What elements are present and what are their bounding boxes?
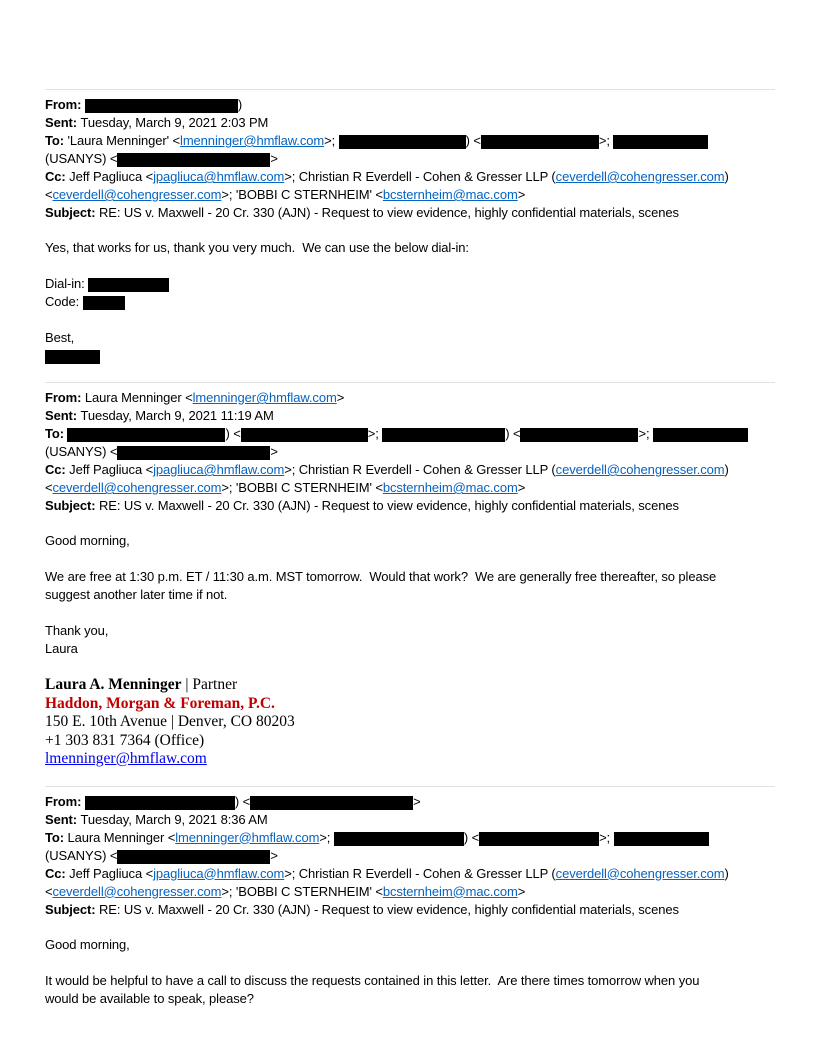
- header-line-sent: Sent: Tuesday, March 9, 2021 2:03 PM: [45, 115, 269, 130]
- body-line: We are free at 1:30 p.m. ET / 11:30 a.m. MST tomorrow. Would that work? We are generally free thereafter, so please suggest another later time if not.: [45, 569, 717, 602]
- body-line: Good morning,: [45, 533, 130, 548]
- body-line: It would be helpful to have a call to discuss the requests contained in this letter. Are there times tomorrow when you would be available to speak, please?: [45, 972, 700, 1006]
- signature-name-line: [45, 676, 775, 695]
- email-3: [45, 786, 775, 1008]
- redaction-bar: [85, 99, 238, 113]
- header-field-label: Subject:: [45, 205, 99, 220]
- header-line-from: From: ) < >: [45, 793, 421, 809]
- body-line: [45, 311, 775, 329]
- header-line-subject: Subject: RE: US v. Maxwell - 20 Cr. 330 (AJN) - Request to view evidence, highly confidential materials, scenes: [45, 901, 679, 917]
- email-separator: [45, 382, 775, 383]
- body-line: [45, 550, 775, 568]
- body-line: Laura: [45, 641, 78, 656]
- header-field-label: Sent:: [45, 408, 81, 423]
- header-field-label: Sent:: [45, 811, 81, 827]
- redaction-bar: [241, 428, 368, 442]
- header-field-label: From:: [45, 390, 85, 405]
- email-1-headers: [45, 96, 775, 222]
- email-address-link[interactable]: lmenninger@hmflaw.com: [192, 390, 337, 405]
- email-address-link[interactable]: jpagliuca@hmflaw.com: [153, 462, 285, 477]
- body-line: Best,: [45, 330, 75, 345]
- email-address-link[interactable]: bcsternheim@mac.com: [382, 187, 518, 202]
- email-address-link[interactable]: lmenninger@hmflaw.com: [175, 829, 320, 845]
- header-field-label: To:: [45, 133, 68, 148]
- body-line: Good morning,: [45, 936, 130, 952]
- redaction-bar: [117, 850, 270, 864]
- email-address-link[interactable]: ceverdell@cohengresser.com: [555, 865, 725, 881]
- header-field-label: To:: [45, 426, 68, 441]
- email-separator: [45, 89, 775, 90]
- header-line-subject: Subject: RE: US v. Maxwell - 20 Cr. 330 (AJN) - Request to view evidence, highly confidential materials, scenes: [45, 498, 679, 513]
- signature-block: [45, 676, 775, 769]
- header-line-cc: Cc: Jeff Pagliuca <jpagliuca@hmflaw.com>; Christian R Everdell - Cohen & Gresser LLP (ceverdell@cohengresser.com) <ceverdell@cohengresser.com>; 'BOBBI C STERNHEIM' <bcsternheim@mac.com>: [45, 462, 729, 495]
- redaction-bar: [334, 832, 464, 846]
- signature-name: Laura A. Menninger: [45, 676, 182, 693]
- redaction-bar: [117, 153, 270, 167]
- header-line-sent: Sent: Tuesday, March 9, 2021 11:19 AM: [45, 408, 274, 423]
- redaction-bar: [83, 296, 125, 310]
- header-field-label: Subject:: [45, 498, 99, 513]
- redaction-bar: [653, 428, 748, 442]
- email-1: [45, 89, 775, 365]
- body-line: [45, 347, 775, 365]
- redaction-bar: [250, 796, 413, 810]
- header-line-from: From: Laura Menninger <lmenninger@hmflaw.com>: [45, 390, 345, 405]
- body-line: Dial-in:: [45, 275, 775, 293]
- header-line-cc: Cc: Jeff Pagliuca <jpagliuca@hmflaw.com>; Christian R Everdell - Cohen & Gresser LLP (ceverdell@cohengresser.com) <ceverdell@cohengresser.com>; 'BOBBI C STERNHEIM' <bcsternheim@mac.com>: [45, 865, 729, 899]
- signature-firm: Haddon, Morgan & Foreman, P.C.: [45, 694, 275, 712]
- email-address-link[interactable]: ceverdell@cohengresser.com: [52, 883, 222, 899]
- redaction-bar: [45, 350, 100, 364]
- header-field-label: From:: [45, 97, 85, 112]
- email-1-body: [45, 239, 775, 365]
- redaction-bar: [339, 135, 466, 149]
- header-line-subject: Subject: RE: US v. Maxwell - 20 Cr. 330 (AJN) - Request to view evidence, highly confidential materials, scenes: [45, 205, 679, 220]
- body-line: [45, 604, 775, 622]
- header-field-label: Cc:: [45, 462, 70, 477]
- email-address-link[interactable]: lmenninger@hmflaw.com: [180, 133, 325, 148]
- email-address-link[interactable]: jpagliuca@hmflaw.com: [153, 169, 285, 184]
- body-line: Thank you,: [45, 623, 109, 638]
- body-line: [45, 257, 775, 275]
- email-address-link[interactable]: bcsternheim@mac.com: [382, 883, 518, 899]
- email-2-headers: [45, 389, 775, 515]
- redaction-bar: [479, 832, 599, 846]
- email-address-link[interactable]: ceverdell@cohengresser.com: [555, 169, 725, 184]
- signature-email-line: [45, 750, 775, 769]
- body-line: Code:: [45, 293, 775, 311]
- body-line: [45, 954, 775, 972]
- redaction-bar: [85, 796, 235, 810]
- email-address-link[interactable]: ceverdell@cohengresser.com: [555, 462, 725, 477]
- header-line-sent: Sent: Tuesday, March 9, 2021 8:36 AM: [45, 811, 268, 827]
- signature-address: 150 E. 10th Avenue | Denver, CO 80203: [45, 713, 295, 730]
- email-3-body: [45, 936, 775, 1008]
- redaction-bar: [520, 428, 638, 442]
- body-line: Yes, that works for us, thank you very much. We can use the below dial-in:: [45, 240, 469, 255]
- redaction-bar: [67, 428, 225, 442]
- redaction-bar: [88, 278, 169, 292]
- redaction-bar: [613, 135, 708, 149]
- email-3-headers: [45, 793, 775, 919]
- header-field-label: Cc:: [45, 169, 70, 184]
- header-field-label: Cc:: [45, 865, 70, 881]
- signature-title: | Partner: [181, 676, 238, 693]
- header-field-label: Sent:: [45, 115, 81, 130]
- redaction-bar: [481, 135, 599, 149]
- email-2-body: [45, 532, 775, 658]
- email-2: [45, 382, 775, 769]
- header-field-label: Subject:: [45, 901, 99, 917]
- email-separator: [45, 786, 775, 787]
- email-address-link[interactable]: ceverdell@cohengresser.com: [52, 187, 222, 202]
- header-line-from: From: ): [45, 97, 243, 112]
- header-field-label: To:: [45, 829, 68, 845]
- header-line-to: To: 'Laura Menninger' <lmenninger@hmflaw.com>; ) < >; (USANYS) < >: [45, 132, 775, 168]
- header-line-cc: Cc: Jeff Pagliuca <jpagliuca@hmflaw.com>; Christian R Everdell - Cohen & Gresser LLP (ceverdell@cohengresser.com) <ceverdell@cohengresser.com>; 'BOBBI C STERNHEIM' <bcsternheim@mac.com>: [45, 169, 729, 202]
- redaction-bar: [382, 428, 505, 442]
- header-line-to: To: Laura Menninger <lmenninger@hmflaw.com>; ) < >; (USANYS) < >: [45, 829, 775, 865]
- signature-phone: +1 303 831 7364 (Office): [45, 731, 205, 749]
- redaction-bar: [117, 446, 270, 460]
- email-thread: [45, 89, 775, 1008]
- email-address-link[interactable]: jpagliuca@hmflaw.com: [153, 865, 285, 881]
- signature-email-link[interactable]: lmenninger@hmflaw.com: [45, 750, 207, 767]
- header-field-label: From:: [45, 793, 85, 809]
- email-address-link[interactable]: bcsternheim@mac.com: [382, 480, 518, 495]
- header-line-to: To: ) < >; ) < >; (USANYS) < >: [45, 425, 775, 461]
- email-address-link[interactable]: ceverdell@cohengresser.com: [52, 480, 222, 495]
- redaction-bar: [614, 832, 709, 846]
